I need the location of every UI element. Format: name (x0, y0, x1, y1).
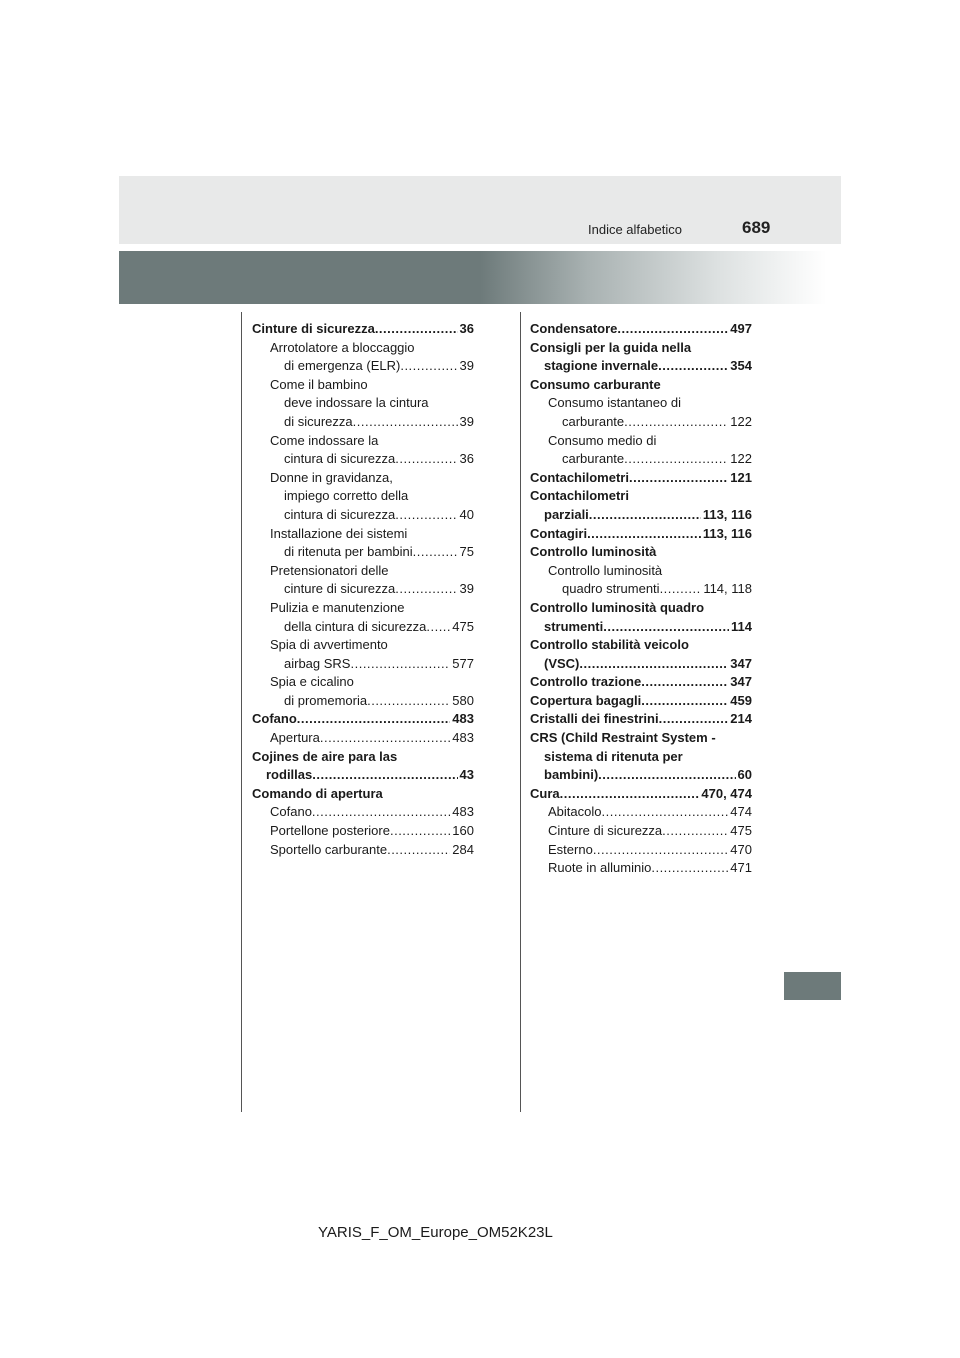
index-entry-page: 347 (730, 674, 752, 690)
index-entry-text: Sportello carburante (270, 841, 388, 857)
dot-leader (629, 469, 728, 488)
index-entry-page: 459 (730, 692, 752, 708)
index-entry-text: Controllo luminosità (530, 544, 657, 560)
index-entry (252, 562, 474, 581)
index-entry-text: Consumo medio di (548, 432, 657, 448)
index-entry-text: di ritenuta per bambini (284, 544, 413, 560)
index-entry (252, 580, 474, 599)
dot-leader (598, 766, 735, 785)
index-entry-text: Esterno (548, 841, 593, 857)
index-entry (252, 673, 474, 692)
index-entry-text: Consumo carburante (530, 376, 661, 392)
index-entry (252, 394, 474, 413)
dot-leader (413, 543, 458, 562)
index-entry-text: Controllo trazione (530, 674, 642, 690)
index-entry-text: Cura (530, 785, 560, 801)
left-column-rule (241, 312, 242, 1112)
dot-leader (617, 320, 728, 339)
index-entry (252, 766, 474, 785)
index-entry-text: Comando di apertura (252, 785, 383, 801)
index-entry-page: 347 (730, 655, 752, 671)
dot-leader (395, 506, 457, 525)
index-entry-page: 39 (459, 358, 474, 374)
dot-leader (603, 618, 729, 637)
index-entry-text: Come indossare la (270, 432, 379, 448)
index-entry (530, 655, 752, 674)
index-entry-text: Condensatore (530, 321, 618, 336)
index-entry-text: carburante (562, 413, 625, 429)
index-entry (252, 543, 474, 562)
index-entry-page: 36 (459, 451, 474, 467)
index-entry-page: 354 (730, 358, 752, 374)
index-entry-page: 470, 474 (701, 785, 752, 801)
index-entry-text: Ruote in alluminio (548, 860, 652, 876)
dot-leader (641, 673, 728, 692)
dot-leader (579, 655, 728, 674)
index-entry (252, 803, 474, 822)
index-entry-page: 214 (730, 711, 752, 727)
index-entry (530, 394, 752, 413)
index-entry-page: 475 (452, 618, 474, 634)
index-entry-text: Controllo luminosità quadro (530, 599, 705, 615)
index-entry (530, 729, 752, 748)
index-entry (252, 413, 474, 432)
dot-leader (353, 413, 458, 432)
index-column-left (252, 320, 474, 859)
index-entry-text: stagione invernale (544, 358, 659, 374)
index-entry-text: deve indossare la cintura (284, 395, 429, 411)
dot-leader (560, 785, 700, 804)
index-entry-text: Copertura bagagli (530, 692, 642, 708)
index-entry-page: 114 (731, 618, 752, 634)
dot-leader (367, 692, 450, 711)
index-entry (252, 841, 474, 860)
dot-leader (375, 320, 458, 339)
dot-leader (593, 841, 728, 860)
index-entry-text: di promemoria (284, 692, 368, 708)
index-entry-text: Installazione dei sistemi (270, 525, 408, 541)
index-entry-text: Cinture di sicurezza (252, 321, 375, 336)
index-entry-text: (VSC) (544, 655, 580, 671)
dot-leader (426, 618, 450, 637)
index-entry (252, 376, 474, 395)
index-entry-text: cintura di sicurezza (284, 451, 396, 467)
index-entry-page: 114, 118 (703, 581, 752, 597)
dot-leader (587, 525, 701, 544)
index-entry-text: di emergenza (ELR) (284, 358, 401, 374)
index-entry-text: bambini) (544, 767, 599, 783)
index-entry (252, 320, 474, 339)
index-entry-page: 36 (459, 321, 474, 336)
index-entry (252, 339, 474, 358)
index-entry-text: Cofano (270, 804, 312, 820)
index-entry-text: rodillas (266, 767, 313, 783)
index-entry (252, 618, 474, 637)
dot-leader (390, 822, 450, 841)
index-entry-text: Pretensionatori delle (270, 562, 389, 578)
index-entry (530, 803, 752, 822)
index-entry-text: Apertura (270, 730, 320, 746)
index-entry-text: Pulizia e manutenzione (270, 599, 405, 615)
index-entry (252, 450, 474, 469)
index-entry-page: 122 (730, 451, 752, 467)
index-entry-text: Cojines de aire para las (252, 748, 398, 764)
dot-leader (659, 710, 729, 729)
index-entry (252, 525, 474, 544)
index-entry (252, 487, 474, 506)
index-entry-text: cinture di sicurezza (284, 581, 396, 597)
index-entry-text: Cristalli dei finestrini (530, 711, 659, 727)
index-entry (252, 748, 474, 767)
dot-leader (624, 413, 728, 432)
index-entry (252, 599, 474, 618)
index-entry-page: 471 (730, 860, 752, 876)
dot-leader (312, 803, 450, 822)
index-entry-text: Come il bambino (270, 376, 368, 392)
index-entry-page: 121 (730, 469, 752, 485)
index-entry-text: Contachilometri (530, 469, 629, 485)
index-entry (530, 543, 752, 562)
dot-leader (312, 766, 457, 785)
index-entry-page: 113, 116 (702, 506, 752, 522)
dot-leader (387, 841, 450, 860)
index-entry-text: parziali (544, 506, 589, 522)
index-entry-page: 474 (730, 804, 752, 820)
index-entry (252, 729, 474, 748)
index-entry (530, 469, 752, 488)
index-entry-page: 470 (730, 841, 752, 857)
index-entry (252, 636, 474, 655)
index-entry-page: 60 (737, 767, 752, 783)
index-entry-page: 160 (452, 823, 474, 839)
index-entry (530, 562, 752, 581)
index-entry-text: Spia di avvertimento (270, 637, 388, 653)
index-entry-page: 577 (452, 655, 474, 671)
index-entry (530, 525, 752, 544)
document-code: YARIS_F_OM_Europe_OM52K23L (318, 1224, 553, 1241)
index-entry (252, 692, 474, 711)
index-entry-text: Cinture di sicurezza (548, 823, 663, 839)
index-entry (252, 357, 474, 376)
index-entry (530, 673, 752, 692)
index-column-right (530, 320, 752, 878)
index-entry-page: 284 (452, 841, 474, 857)
section-title: Indice alfabetico (588, 222, 682, 237)
dot-leader (297, 710, 451, 729)
index-entry-text: Consigli per la guida nella (530, 339, 692, 355)
page-number: 689 (742, 218, 771, 237)
chapter-side-tab (784, 972, 841, 1000)
index-entry (530, 376, 752, 395)
index-entry-text: sistema di ritenuta per (544, 748, 683, 764)
index-entry (530, 320, 752, 339)
index-entry-page: 39 (459, 581, 474, 597)
index-entry (252, 506, 474, 525)
index-entry (252, 710, 474, 729)
index-entry (530, 339, 752, 358)
index-entry-text: di sicurezza (284, 413, 353, 429)
dot-leader (624, 450, 728, 469)
index-entry (252, 655, 474, 674)
index-entry-text: airbag SRS (284, 655, 351, 671)
dot-leader (400, 357, 457, 376)
dot-leader (395, 580, 457, 599)
index-entry (530, 487, 752, 506)
dot-leader (660, 580, 702, 599)
index-entry (530, 766, 752, 785)
dot-leader (589, 506, 701, 525)
index-entry (530, 822, 752, 841)
index-entry-text: Contachilometri (530, 488, 629, 504)
index-entry-page: 483 (452, 730, 474, 746)
index-entry-page: 483 (452, 711, 474, 727)
index-entry-page: 475 (730, 823, 752, 839)
index-entry (530, 357, 752, 376)
index-entry-text: della cintura di sicurezza (284, 618, 427, 634)
index-entry-page: 580 (452, 692, 474, 708)
index-entry (252, 822, 474, 841)
index-entry-text: Controllo stabilità veicolo (530, 637, 689, 653)
index-entry (530, 618, 752, 637)
index-entry (530, 748, 752, 767)
index-entry-page: 483 (452, 804, 474, 820)
dot-leader (320, 729, 450, 748)
index-entry (530, 432, 752, 451)
index-entry (530, 580, 752, 599)
index-entry (252, 785, 474, 804)
right-column-rule (520, 312, 521, 1112)
dot-leader (662, 822, 728, 841)
dot-leader (601, 803, 728, 822)
index-entry-page: 497 (730, 321, 752, 336)
index-entry (530, 506, 752, 525)
index-entry-page: 113, 116 (702, 525, 752, 541)
index-entry-text: CRS (Child Restraint System - (530, 730, 716, 746)
dot-leader (658, 357, 728, 376)
index-entry (530, 841, 752, 860)
dot-leader (395, 450, 457, 469)
index-entry-page: 122 (730, 413, 752, 429)
index-entry-text: Contagiri (530, 525, 588, 541)
dot-leader (651, 859, 728, 878)
index-entry-text: Portellone posteriore (270, 823, 390, 839)
index-entry (530, 450, 752, 469)
index-entry-page: 75 (459, 544, 474, 560)
index-entry-text: Arrotolatore a bloccaggio (270, 339, 415, 355)
dot-leader (641, 692, 728, 711)
index-entry (530, 636, 752, 655)
index-entry-text: impiego corretto della (284, 488, 409, 504)
index-entry-page: 39 (459, 413, 474, 429)
index-entry-text: Consumo istantaneo di (548, 395, 681, 411)
index-entry (530, 785, 752, 804)
index-entry-text: strumenti (544, 618, 604, 634)
index-entry-text: Donne in gravidanza, (270, 469, 393, 485)
index-entry (530, 859, 752, 878)
index-entry-text: Cofano (252, 711, 297, 727)
index-entry (252, 469, 474, 488)
header-band (119, 176, 841, 244)
index-entry (530, 599, 752, 618)
chapter-bar (119, 251, 841, 304)
index-entry-text: Abitacolo (548, 804, 602, 820)
index-entry (530, 413, 752, 432)
index-entry-text: Controllo luminosità (548, 562, 663, 578)
index-entry-page: 40 (459, 506, 474, 522)
index-entry-text: quadro strumenti (562, 581, 660, 597)
dot-leader (350, 655, 450, 674)
index-entry-text: cintura di sicurezza (284, 506, 396, 522)
index-entry (530, 710, 752, 729)
index-entry (252, 432, 474, 451)
index-entry-text: carburante (562, 451, 625, 467)
index-entry (530, 692, 752, 711)
index-entry-text: Spia e cicalino (270, 674, 354, 690)
index-entry-page: 43 (459, 767, 474, 783)
